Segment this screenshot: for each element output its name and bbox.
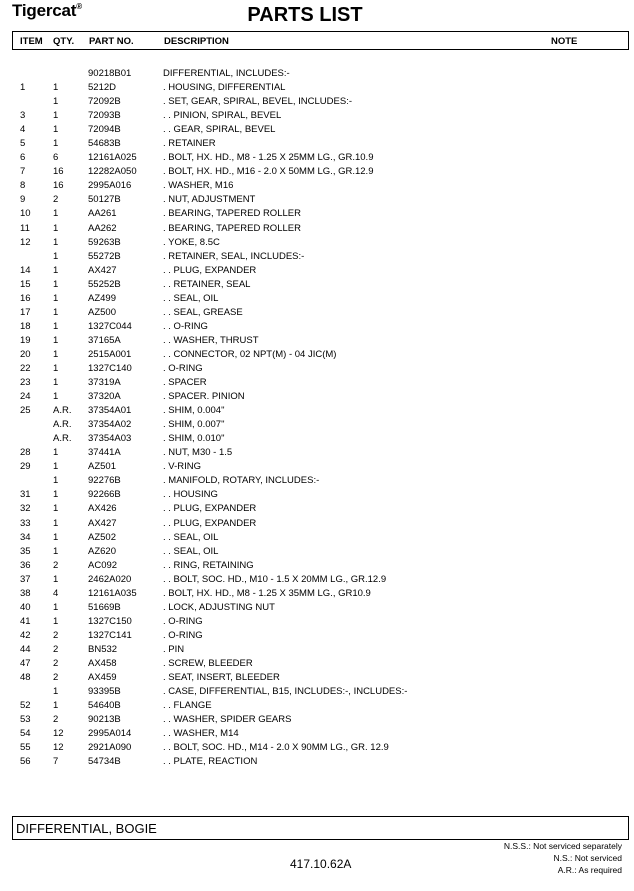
item-number: 23 (20, 377, 31, 389)
part-number: BN532 (88, 643, 118, 655)
item-number: 22 (20, 362, 31, 374)
table-row (0, 250, 634, 264)
description: . . SEAL, GREASE (163, 306, 243, 318)
part-number: AX427 (88, 264, 117, 276)
part-number: AA262 (88, 222, 117, 234)
description: . SET, GEAR, SPIRAL, BEVEL, INCLUDES:- (163, 96, 353, 108)
item-number: 34 (20, 531, 31, 543)
item-number: 55 (20, 742, 31, 754)
quantity: 1 (53, 250, 59, 262)
quantity: 1 (53, 447, 59, 459)
table-row (0, 109, 634, 123)
table-row (0, 727, 634, 741)
quantity: 7 (53, 756, 59, 768)
item-number: 15 (20, 278, 31, 290)
part-number: 59263B (88, 236, 121, 248)
description: . V-RING (163, 461, 202, 473)
quantity: 1 (53, 615, 59, 627)
item-number: 56 (20, 756, 31, 768)
part-number: AA261 (88, 208, 117, 220)
item-number: 47 (20, 657, 31, 669)
part-number: 12282A050 (88, 166, 137, 178)
table-row (0, 222, 634, 236)
table-row (0, 517, 634, 531)
table-row (0, 95, 634, 109)
item-number: 31 (20, 489, 31, 501)
description: . . PLUG, EXPANDER (163, 264, 257, 276)
part-number: 51669B (88, 601, 121, 613)
description: . MANIFOLD, ROTARY, INCLUDES:- (163, 475, 320, 487)
table-row (0, 559, 634, 573)
quantity: 1 (53, 503, 59, 515)
quantity: 1 (53, 236, 59, 248)
description: . . PLATE, REACTION (163, 756, 258, 768)
page-title: PARTS LIST (247, 4, 363, 26)
quantity: 16 (53, 166, 64, 178)
part-number: 2515A001 (88, 348, 132, 360)
item-number: 11 (20, 222, 30, 234)
table-row (0, 81, 634, 95)
part-number: 55252B (88, 278, 121, 290)
quantity: 1 (53, 138, 59, 150)
quantity: 2 (53, 194, 59, 206)
table-row (0, 193, 634, 207)
description: . . FLANGE (163, 700, 212, 712)
description: . . BOLT, SOC. HD., M10 - 1.5 X 20MM LG., GR.12.9 (163, 573, 387, 585)
description: . . WASHER, M14 (163, 728, 239, 740)
item-number: 4 (20, 124, 26, 136)
part-number: AZ502 (88, 531, 116, 543)
quantity: 2 (53, 629, 59, 641)
part-number: 1327C140 (88, 362, 132, 374)
table-row (0, 137, 634, 151)
legend-nss: N.S.S.: Not serviced separately (503, 841, 622, 851)
quantity: 1 (53, 545, 59, 557)
description: . BEARING, TAPERED ROLLER (163, 222, 301, 234)
part-number: AX458 (88, 657, 117, 669)
part-number: 92266B (88, 489, 121, 501)
part-number: 1327C044 (88, 320, 132, 332)
table-row (0, 446, 634, 460)
table-row (0, 67, 634, 81)
part-number: 72093B (88, 110, 121, 122)
quantity: 16 (53, 180, 64, 192)
item-number: 6 (20, 152, 26, 164)
table-row (0, 699, 634, 713)
part-number: AX459 (88, 672, 117, 684)
table-row (0, 629, 634, 643)
item-number: 41 (20, 615, 31, 627)
quantity: 1 (53, 264, 59, 276)
table-row (0, 123, 634, 137)
table-row (0, 502, 634, 516)
item-number: 44 (20, 643, 31, 655)
quantity: 12 (53, 728, 64, 740)
description: . RETAINER (163, 138, 216, 150)
part-number: 2462A020 (88, 573, 132, 585)
quantity: 1 (53, 334, 59, 346)
part-number: 37354A01 (88, 405, 132, 417)
description: . . SEAL, OIL (163, 292, 219, 304)
description: . SEAT, INSERT, BLEEDER (163, 672, 280, 684)
table-row (0, 278, 634, 292)
quantity: 1 (53, 362, 59, 374)
parts-table (0, 67, 634, 769)
quantity: 1 (53, 391, 59, 403)
item-number: 40 (20, 601, 31, 613)
table-row (0, 601, 634, 615)
description: . . PLUG, EXPANDER (163, 503, 257, 515)
registered-mark: ® (76, 2, 82, 11)
part-number: AX426 (88, 503, 117, 515)
item-number: 52 (20, 700, 31, 712)
table-row (0, 292, 634, 306)
quantity: 1 (53, 320, 59, 332)
part-number: 54640B (88, 700, 121, 712)
item-number: 16 (20, 292, 31, 304)
quantity: 1 (53, 686, 59, 698)
table-row (0, 587, 634, 601)
description: . O-RING (163, 629, 203, 641)
item-number: 48 (20, 672, 31, 684)
item-number: 7 (20, 166, 26, 178)
item-number: 5 (20, 138, 26, 150)
item-number: 32 (20, 503, 31, 515)
part-number: AZ500 (88, 306, 116, 318)
table-row (0, 545, 634, 559)
description: . . CONNECTOR, 02 NPT(M) - 04 JIC(M) (163, 348, 337, 360)
quantity: 1 (53, 377, 59, 389)
table-row (0, 531, 634, 545)
legend-ns: N.S.: Not serviced (553, 853, 622, 863)
table-row (0, 376, 634, 390)
item-number: 37 (20, 573, 31, 585)
quantity: 2 (53, 714, 59, 726)
description: . YOKE, 8.5C (163, 236, 220, 248)
description: . BOLT, HX. HD., M8 - 1.25 X 35MM LG., GR10.9 (163, 587, 371, 599)
quantity: 1 (53, 96, 59, 108)
part-number: 54734B (88, 756, 121, 768)
item-number: 1 (20, 82, 26, 94)
part-number: 37320A (88, 391, 121, 403)
part-number: 37441A (88, 447, 121, 459)
item-number: 10 (20, 208, 31, 220)
description: . SPACER. PINION (163, 391, 245, 403)
part-number: 37354A03 (88, 433, 132, 445)
part-number: 90213B (88, 714, 121, 726)
table-row (0, 460, 634, 474)
table-row (0, 615, 634, 629)
part-number: 90218B01 (88, 68, 132, 79)
table-row (0, 362, 634, 376)
item-number: 33 (20, 517, 31, 529)
part-number: 1327C141 (88, 629, 132, 641)
part-number: 5212D (88, 82, 116, 94)
part-number: 72092B (88, 96, 121, 108)
quantity: 6 (53, 152, 59, 164)
part-number: 2995A016 (88, 180, 132, 192)
table-row (0, 207, 634, 221)
item-number: 14 (20, 264, 31, 276)
quantity: 1 (53, 517, 59, 529)
part-number: 93395B (88, 686, 121, 698)
part-number: AZ499 (88, 292, 116, 304)
quantity: A.R. (53, 419, 72, 431)
quantity: 2 (53, 672, 59, 684)
part-number: AZ501 (88, 461, 116, 473)
quantity: 1 (53, 208, 59, 220)
item-number: 53 (20, 714, 31, 726)
description: . . O-RING (163, 320, 208, 332)
table-row (0, 264, 634, 278)
legend-ar: A.R.: As required (557, 865, 622, 875)
col-part-no: PART NO. (89, 36, 134, 47)
quantity: 1 (53, 601, 59, 613)
quantity: 2 (53, 643, 59, 655)
part-number: 12161A025 (88, 152, 137, 164)
item-number: 28 (20, 447, 31, 459)
item-number: 54 (20, 728, 31, 740)
description: . SHIM, 0.010" (163, 433, 225, 445)
quantity: 1 (53, 278, 59, 290)
description: . . RING, RETAINING (163, 559, 254, 571)
quantity: A.R. (53, 405, 72, 417)
quantity: 1 (53, 573, 59, 585)
table-row (0, 685, 634, 699)
part-number: AZ620 (88, 545, 116, 557)
quantity: 2 (53, 559, 59, 571)
table-header (12, 31, 629, 50)
item-number: 12 (20, 236, 31, 248)
table-row (0, 165, 634, 179)
item-number: 17 (20, 306, 31, 318)
table-row (0, 643, 634, 657)
table-row (0, 755, 634, 769)
quantity: 1 (53, 124, 59, 136)
col-note: NOTE (551, 36, 578, 47)
quantity: 1 (53, 531, 59, 543)
item-number: 24 (20, 391, 31, 403)
table-row (0, 348, 634, 362)
table-row (0, 657, 634, 671)
table-row (0, 671, 634, 685)
description: . . PLUG, EXPANDER (163, 517, 257, 529)
description: . SCREW, BLEEDER (163, 657, 253, 669)
part-number: 37319A (88, 377, 121, 389)
quantity: 1 (53, 348, 59, 360)
col-qty: QTY. (53, 36, 75, 47)
description: . BOLT, HX. HD., M8 - 1.25 X 25MM LG., GR.10.9 (163, 152, 374, 164)
item-number: 35 (20, 545, 31, 557)
quantity: 4 (53, 587, 59, 599)
description: . BEARING, TAPERED ROLLER (163, 208, 301, 220)
table-row (0, 474, 634, 488)
quantity: 1 (53, 489, 59, 501)
description: . . BOLT, SOC. HD., M14 - 2.0 X 90MM LG., GR. 12.9 (163, 742, 389, 754)
description: . RETAINER, SEAL, INCLUDES:- (163, 250, 305, 262)
quantity: 2 (53, 657, 59, 669)
description: . SPACER (163, 377, 207, 389)
page-code: 417.10.62A (290, 857, 352, 871)
table-row (0, 390, 634, 404)
description: . . SEAL, OIL (163, 545, 219, 557)
quantity: 1 (53, 700, 59, 712)
description: . CASE, DIFFERENTIAL, B15, INCLUDES:-, INCLUDES:- (163, 686, 408, 698)
description: . NUT, ADJUSTMENT (163, 194, 256, 206)
description: . . WASHER, SPIDER GEARS (163, 714, 292, 726)
item-number: 19 (20, 334, 31, 346)
abbreviation-legend (504, 840, 622, 876)
part-number: 72094B (88, 124, 121, 136)
description: . LOCK, ADJUSTING NUT (163, 601, 275, 613)
assembly-title: DIFFERENTIAL, BOGIE (16, 821, 157, 836)
item-number: 20 (20, 348, 31, 360)
table-row (0, 151, 634, 165)
quantity: 1 (53, 306, 59, 318)
col-item: ITEM (20, 36, 43, 47)
part-number: 55272B (88, 250, 121, 262)
part-number: 12161A035 (88, 587, 137, 599)
part-number: 1327C150 (88, 615, 132, 627)
description: . SHIM, 0.007" (163, 419, 225, 431)
item-number: 9 (20, 194, 26, 206)
quantity: 1 (53, 82, 59, 94)
table-row (0, 432, 634, 446)
description: . . WASHER, THRUST (163, 334, 259, 346)
description: . NUT, M30 - 1.5 (163, 447, 233, 459)
part-number: 2995A014 (88, 728, 132, 740)
part-number: 50127B (88, 194, 121, 206)
table-row (0, 179, 634, 193)
description: . . GEAR, SPIRAL, BEVEL (163, 124, 276, 136)
table-row (0, 320, 634, 334)
description: . BOLT, HX. HD., M16 - 2.0 X 50MM LG., GR.12.9 (163, 166, 374, 178)
quantity: 12 (53, 742, 64, 754)
item-number: 8 (20, 180, 26, 192)
table-row (0, 418, 634, 432)
description: . . HOUSING (163, 489, 218, 501)
item-number: 29 (20, 461, 31, 473)
description: . . PINION, SPIRAL, BEVEL (163, 110, 282, 122)
part-number: 92276B (88, 475, 121, 487)
description: DIFFERENTIAL, INCLUDES:- (163, 68, 290, 79)
part-number: 54683B (88, 138, 121, 150)
table-row (0, 404, 634, 418)
quantity: 1 (53, 475, 59, 487)
table-row (0, 713, 634, 727)
description: . SHIM, 0.004" (163, 405, 225, 417)
part-number: 37165A (88, 334, 121, 346)
description: . WASHER, M16 (163, 180, 234, 192)
item-number: 38 (20, 587, 31, 599)
description: . HOUSING, DIFFERENTIAL (163, 82, 286, 94)
part-number: 2921A090 (88, 742, 132, 754)
item-number: 18 (20, 320, 31, 332)
quantity: 1 (53, 110, 59, 122)
description: . O-RING (163, 615, 203, 627)
brand-name: Tigercat (12, 1, 77, 20)
table-row (0, 334, 634, 348)
quantity: 1 (53, 292, 59, 304)
item-number: 36 (20, 559, 31, 571)
col-description: DESCRIPTION (164, 36, 229, 47)
description: . . RETAINER, SEAL (163, 278, 251, 290)
quantity: 1 (53, 222, 59, 234)
part-number: AC092 (88, 559, 118, 571)
part-number: AX427 (88, 517, 117, 529)
quantity: 1 (53, 461, 59, 473)
table-row (0, 573, 634, 587)
item-number: 42 (20, 629, 31, 641)
description: . PIN (163, 643, 185, 655)
quantity: A.R. (53, 433, 72, 445)
description: . O-RING (163, 362, 203, 374)
table-row (0, 488, 634, 502)
item-number: 25 (20, 405, 31, 417)
table-row (0, 236, 634, 250)
part-number: 37354A02 (88, 419, 132, 431)
table-row (0, 306, 634, 320)
assembly-title-box (12, 816, 629, 840)
item-number: 3 (20, 110, 26, 122)
description: . . SEAL, OIL (163, 531, 219, 543)
table-row (0, 741, 634, 755)
